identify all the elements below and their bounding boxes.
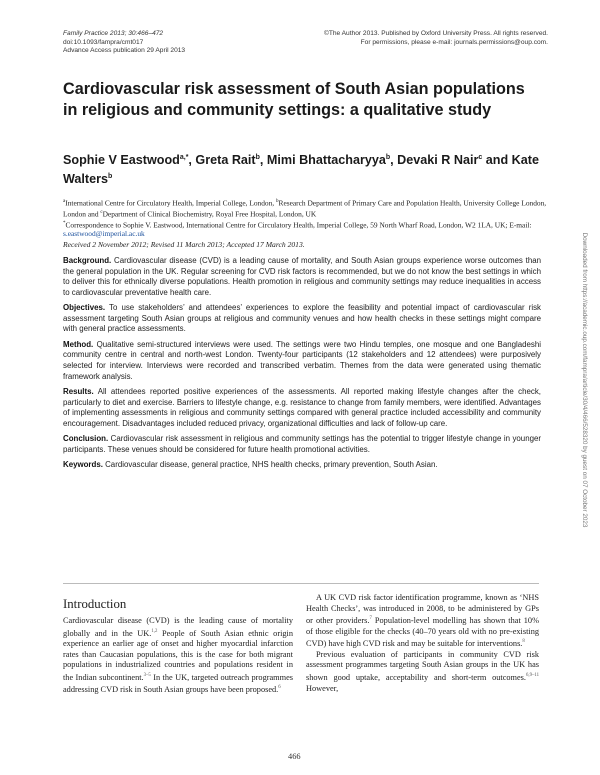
abstract-conclusion: Conclusion. Cardiovascular risk assessment in religious and community settings has the potential to trigger lifestyle change in younger participants. These venues should be considered for future health promotional activities.: [63, 434, 541, 454]
paragraph: Cardiovascular disease (CVD) is the leading cause of mortality globally and in the UK.$^{1,2}$ People of South Asian ethnic origin experience an earlier age of onset and higher myocardial infarction rates than Caucasian populations, this is the case for both migrant populations in industrialized countries and populations resident in the Indian subcontinent.$^{3-5}$ In the UK, targeted outreach programmes addressing CVD risk in South Asian groups have been proposed.$^6$: [63, 616, 293, 695]
author: Devaki R Nair$^c$ and: [397, 153, 512, 168]
author: Mimi Bhattacharyya$^b$,: [266, 153, 398, 168]
doi[interactable]: doi:10.1093/fampra/cmt017: [63, 38, 144, 46]
affiliations: $^a$International Centre for Circulatory Health, Imperial College, London, $^b$Research Department of Primary Care and Population Health, University College London, London and $^c$Department of Clinical Biochemistry, Royal Free Hospital, London, UK *Correspondence to Sophie V. Eastwood, International Centre for Circulatory Health, Imperial College, 59 North Wharf Road, London, W2 1LA, UK; E-mail: s.eastwood@imperial.ac.uk: [63, 198, 547, 239]
section-divider: [63, 583, 539, 584]
introduction-heading: Introduction: [63, 597, 127, 611]
journal-citation: Family Practice 2013; 30:466–472: [63, 30, 164, 37]
abstract-results: Results. All attendees reported positive experiences of the assessments. All reported making lifestyle changes after the check, particularly to diet and exercise. Barriers to lifestyle change, e.g. resistance to change from family members, were identified. Advantages of implementing assessments in religious and community settings compared with general practice included accessibility and community encouragement. Disadvantages included reduced privacy, organizational difficulties and lack of follow-up care.: [63, 386, 541, 428]
body-column-left: [63, 616, 293, 696]
citation-ref[interactable]: 6: [278, 685, 281, 691]
citation-ref[interactable]: 3–5: [143, 673, 151, 679]
received-dates: Received 2 November 2012; Revised 11 March 2013; Accepted 17 March 2013.: [63, 240, 305, 249]
permissions-line: For permissions, please e-mail: journals.permissions@oup.com.: [360, 38, 548, 46]
download-watermark: Downloaded from https://academic.oup.com/fampra/article/30/4/466/528320 by guest on 07 October 2023: [581, 232, 588, 528]
copyright-block: [324, 30, 548, 47]
copyright-line: ©The Author 2013. Published by Oxford University Press. All rights reserved.: [323, 30, 548, 37]
abstract: [63, 256, 541, 475]
citation-ref[interactable]: 6,9–11: [525, 673, 539, 679]
abstract-background: Background. Cardiovascular disease (CVD) is a leading cause of mortality, and South Asian groups experience worse outcomes than the general population in the UK. Regular screening for CVD risk factors is recommended, but we do not know the best settings in which to deliver this for ethnically diverse populations. Health promotion in religious and community settings may reduce inequalities in access to cardiovascular preventative health care.: [63, 256, 541, 297]
email-link[interactable]: s.eastwood@imperial.ac.uk: [63, 229, 145, 239]
author: Sophie V Eastwood$^{a,*}$,: [63, 153, 196, 168]
paragraph: Previous evaluation of participants in community CVD risk assessment programmes targeting South Asian groups in the UK has shown good uptake, acceptability and short-term outcomes.$^{6,9-11}$ However,: [306, 649, 539, 693]
abstract-objectives: Objectives. To use stakeholders’ and attendees’ experiences to explore the feasibility and potential impact of cardiovascular risk assessment targeting South Asian groups at religious and community venues and how health checks in these settings might compare with general practice assessments.: [63, 303, 541, 334]
abstract-method: Method. Qualitative semi-structured interviews were used. The settings were two Hindu temples, one mosque and one Bangladeshi community centre in central and north-west London. Twenty-four participants (12 stakeholders and 12 attendees) were purposively selected for interview. Interviews were recorded and transcribed verbatim. Themes from the data were generated using thematic framework analysis.: [63, 339, 541, 381]
citation-ref[interactable]: 1,2: [151, 628, 158, 634]
journal-meta: [63, 30, 185, 56]
body-column-right: [306, 593, 539, 694]
author-list: [63, 150, 543, 188]
citation-ref[interactable]: 7: [369, 616, 372, 622]
advance-access: Advance Access publication 29 April 2013: [63, 47, 186, 55]
paragraph: A UK CVD risk factor identification programme, known as ‘NHS Health Checks’, was introduced in 2008, to be administered by GPs or other providers.$^7$ Population-level modelling has shown that 10% of those eligible for the checks (40–70 years old with no pre-existing CVD) have high CVD risk and may be suitable for interventions.$^8$: [306, 593, 539, 649]
author: Greta Rait$^b$,: [195, 153, 267, 168]
article-title: Cardiovascular risk assessment of South Asian populations in religious and community settings: a qualitative study: [63, 80, 525, 119]
abstract-keywords: Keywords. Cardiovascular disease, general practice, NHS health checks, primary prevention, South Asian.: [63, 460, 438, 470]
author: Kate Walters$^b$: [63, 153, 539, 187]
page-number: 466: [288, 752, 301, 761]
citation-ref[interactable]: 8: [522, 639, 525, 645]
